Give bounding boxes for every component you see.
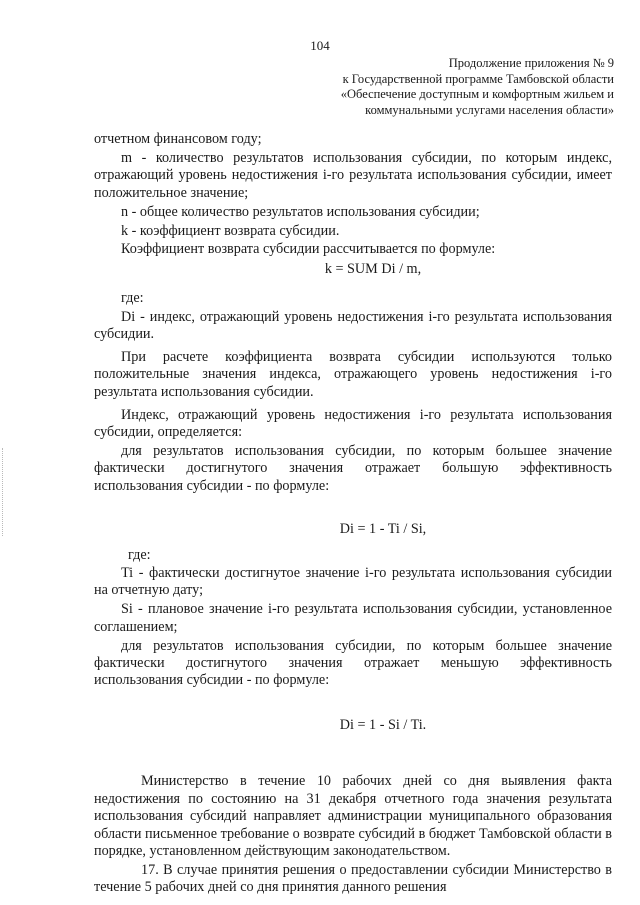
paragraph: отчетном финансовом году; — [94, 131, 262, 147]
where-label: где: — [121, 290, 144, 307]
paragraph: n - общее количество результатов использования субсидии; — [121, 203, 480, 220]
paragraph: 17. В случае принятия решения о предоставлении субсидии Министерство в течение 5 рабочих дней со дня принятия данного решения — [94, 861, 612, 896]
appendix-header-line: к Государственной программе Тамбовской области — [342, 71, 614, 86]
paragraph: Ti - фактически достигнутое значение i-го результата использования субсидии на отчетную дату; — [94, 565, 612, 599]
appendix-header-line: коммунальными услугами населения области» — [365, 102, 614, 117]
formula: Di = 1 - Ti / Si, — [339, 521, 427, 538]
where-label: где: — [128, 546, 151, 563]
paragraph: Si - плановое значение i-го результата использования субсидии, установленное соглашением; — [94, 601, 612, 635]
paragraph: Коэффициент возврата субсидии рассчитывается по формуле: — [121, 241, 496, 258]
appendix-header-line: Продолжение приложения № 9 — [448, 56, 614, 70]
formula: k = SUM Di / m, — [324, 260, 422, 277]
paragraph: Министерство в течение 10 рабочих дней со дня выявления факта недостижения по состоянию на 31 декабря отчетного года значения результата использования субсидий направляет администрации муниципального образования области письменное требование о возврате субсидий в бюджет Тамбовской области в порядке, установленном действующим законодательством. — [94, 773, 612, 859]
appendix-header — [314, 56, 614, 118]
formula: Di = 1 - Si / Ti. — [339, 716, 427, 733]
paragraph: для результатов использования субсидии, по которым большее значение фактически достигнутого значения отражает большую эффективность использования субсидии - по формуле: — [94, 443, 612, 494]
paragraph: k - коэффициент возврата субсидии. — [121, 222, 340, 239]
paragraph: для результатов использования субсидии, по которым большее значение фактически достигнутого значения отражает меньшую эффективность использования субсидии - по формуле: — [94, 637, 612, 689]
paragraph: При расчете коэффициента возврата субсидии используются только положительные значения индекса, отражающего уровень недостижения i-го результата использования субсидии. — [94, 348, 612, 400]
margin-scan-mark — [2, 448, 9, 536]
page-number: 104 — [310, 38, 330, 53]
paragraph: Di - индекс, отражающий уровень недостижения i-го результата использования субсидии. — [94, 308, 612, 343]
paragraph: m - количество результатов использования субсидии, по которым индекс, отражающий уровень недостижения i-го результата использования субсидии, имеет положительное значение; — [94, 149, 612, 201]
document-body — [94, 131, 612, 898]
paragraph: Индекс, отражающий уровень недостижения i-го результата использования субсидии, определяется: — [94, 406, 612, 441]
appendix-header-line: «Обеспечение доступным и комфортным жильем и — [340, 87, 614, 101]
